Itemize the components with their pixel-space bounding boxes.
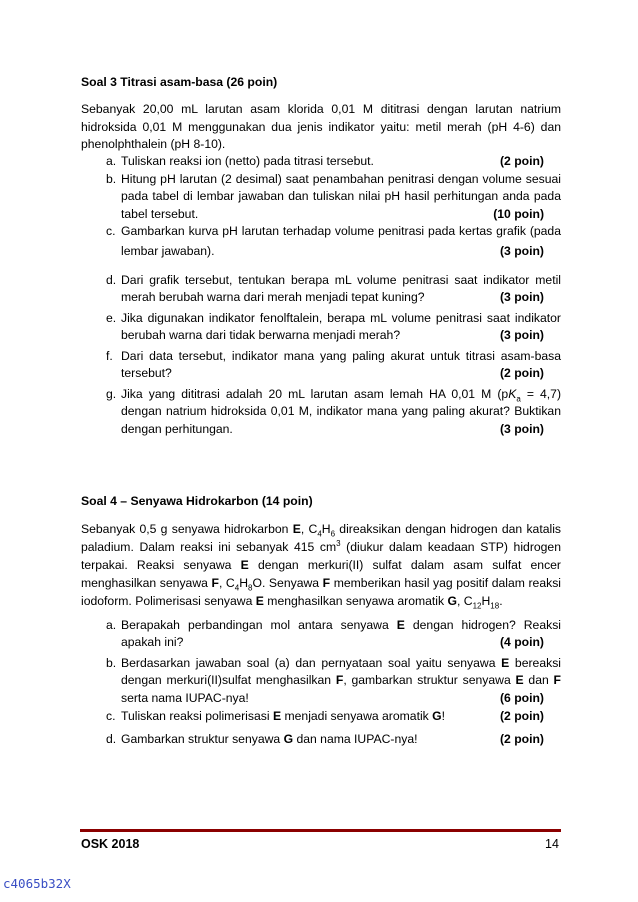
compound-f: F	[553, 673, 561, 688]
footer-title: OSK 2018	[81, 837, 140, 851]
item-points: (2 poin)	[499, 732, 544, 746]
item-text: Tuliskan reaksi ion (netto) pada titrasi tersebut.	[121, 154, 374, 168]
item-letter: e.	[106, 311, 117, 325]
item-points: (3 poin)	[499, 328, 544, 343]
soal3-item-f	[106, 348, 561, 383]
item-points: (4 poin)	[499, 635, 544, 650]
subscript: 8	[248, 583, 253, 593]
item-text: dengan hidrogen? Reaksi apakah ini?	[121, 618, 561, 650]
soal4-item-a	[106, 617, 561, 652]
soal3-title: Soal 3 Titrasi asam-basa (26 poin)	[81, 75, 278, 89]
compound-e: E	[255, 593, 264, 608]
soal3-item-d	[106, 272, 561, 307]
text: Sebanyak 0,5 g senyawa hidrokarbon	[81, 522, 293, 536]
subscript: 18	[490, 601, 500, 611]
soal3-item-g	[106, 386, 561, 438]
item-text: , gambarkan struktur senyawa	[343, 673, 516, 688]
soal3-intro: Sebanyak 20,00 mL larutan asam klorida 0,01 M dititrasi dengan larutan natrium hidroksida 0,01 M menggunakan dua jenis indikator yaitu: metil merah (pH 4-6) dan phenolphthalein (pH 8-10).	[81, 102, 561, 152]
soal3-item-b	[106, 171, 561, 223]
subscript: 6	[330, 529, 336, 539]
text: , C	[300, 522, 318, 536]
text: H	[321, 522, 331, 536]
text: , C	[218, 575, 235, 590]
item-letter: d.	[106, 732, 117, 746]
footer-divider	[80, 829, 561, 832]
text: dengan merkuri(II) sulfat dalam asam sulfat encer menghasilkan senyawa	[81, 557, 561, 590]
item-letter: a.	[106, 154, 117, 168]
item-text: !	[441, 709, 446, 723]
item-text: Dari grafik tersebut, tentukan berapa mL volume penitrasi saat indikator metil merah berubah warna dari merah menjadi tepat kuning?	[121, 273, 561, 305]
soal3-item-c	[106, 221, 561, 261]
text: , C	[456, 593, 473, 608]
soal4-intro	[81, 521, 561, 611]
item-text: menjadi senyawa aromatik	[281, 709, 433, 723]
item-text: dan	[523, 673, 554, 688]
item-letter: c.	[106, 709, 116, 723]
text: memberikan hasil yag positif dalam reaksi iodoform. Polimerisasi senyawa	[81, 575, 562, 608]
item-points: (10 poin)	[493, 206, 544, 221]
item-points: (6 poin)	[499, 690, 544, 705]
text: menghasilkan senyawa aromatik	[263, 593, 448, 608]
subscript: 4	[234, 583, 240, 593]
text: H	[481, 593, 491, 608]
item-text: Hitung pH larutan (2 desimal) saat penambahan penitrasi dengan volume sesuai pada tabel di lembar jawaban dan tuliskan nilai pH hasil perhitungan anda pada tabel tersebut.	[121, 172, 561, 221]
item-points: (2 poin)	[499, 154, 544, 168]
compound-e: E	[292, 522, 301, 536]
compound-g: G	[447, 593, 457, 608]
item-text: bereaksi dengan merkuri(II)sulfat menghasilkan	[121, 656, 561, 688]
item-text: Jika digunakan indikator fenolftalein, berapa mL volume penitrasi saat indikator berubah warna dari tidak berwarna menjadi merah?	[121, 311, 561, 343]
item-text-k: K	[508, 387, 517, 401]
subscript: 12	[472, 601, 482, 611]
soal3-item-a	[106, 153, 561, 170]
item-text-sub: a	[516, 394, 521, 404]
text: .	[499, 593, 503, 608]
item-text: Gambarkan struktur senyawa	[121, 732, 284, 746]
item-points: (3 poin)	[499, 290, 544, 305]
compound-e: E	[240, 557, 249, 572]
text: H	[239, 575, 249, 590]
compound-e: E	[272, 709, 282, 723]
soal4-item-d	[106, 731, 561, 748]
item-points: (2 poin)	[499, 709, 544, 723]
item-letter: b.	[106, 172, 117, 186]
item-points: (2 poin)	[499, 366, 544, 381]
compound-f: F	[322, 575, 331, 590]
item-text: dan nama IUPAC-nya!	[293, 732, 418, 746]
item-text: serta nama IUPAC-nya!	[121, 690, 249, 705]
compound-e: E	[501, 656, 510, 670]
page-number: 14	[545, 837, 559, 851]
compound-g: G	[432, 709, 442, 723]
text: (diukur dalam keadaan STP) hidrogen terpakai. Reaksi senyawa	[81, 539, 561, 572]
soal4-item-b	[106, 655, 561, 707]
compound-e: E	[396, 618, 405, 632]
compound-f: F	[335, 673, 344, 688]
item-text: Dari data tersebut, indikator mana yang paling akurat untuk titrasi asam-basa tersebut?	[121, 349, 561, 381]
item-text: Berdasarkan jawaban soal (a) dan pernyataan soal yaitu senyawa	[121, 656, 502, 670]
item-points: (3 poin)	[499, 244, 544, 258]
subscript: 4	[317, 529, 322, 539]
soal4-title: Soal 4 – Senyawa Hidrokarbon (14 poin)	[81, 494, 313, 508]
item-text: Gambarkan kurva pH larutan terhadap volume penitrasi pada kertas grafik (pada lembar jawaban).	[121, 224, 561, 258]
compound-f: F	[211, 575, 219, 590]
item-text: Berapakah perbandingan mol antara senyawa	[121, 618, 397, 632]
document-stamp: c4065b32X	[3, 876, 71, 891]
item-letter: a.	[106, 618, 117, 632]
item-letter: c.	[106, 224, 116, 238]
item-points: (3 poin)	[499, 421, 544, 436]
item-text: Jika yang dititrasi adalah 20 mL larutan asam lemah HA 0,01 M (p	[121, 387, 509, 401]
compound-e: E	[515, 673, 524, 688]
text: direaksikan dengan hidrogen dan katalis paladium. Dalam reaksi ini sebanyak 415 cm	[81, 522, 562, 554]
superscript: 3	[336, 538, 341, 548]
soal4-item-c	[106, 708, 561, 725]
soal3-item-e	[106, 310, 561, 345]
item-letter: b.	[106, 656, 117, 670]
item-letter: g.	[106, 387, 117, 401]
item-text: = 4,7) dengan natrium hidroksida 0,01 M, indikator mana yang paling akurat? Buktikan dengan perhitungan.	[121, 387, 562, 436]
item-text: Tuliskan reaksi polimerisasi	[121, 709, 273, 723]
compound-g: G	[283, 732, 294, 746]
text: O. Senyawa	[252, 575, 323, 590]
item-letter: f.	[106, 349, 113, 363]
item-letter: d.	[106, 273, 117, 287]
